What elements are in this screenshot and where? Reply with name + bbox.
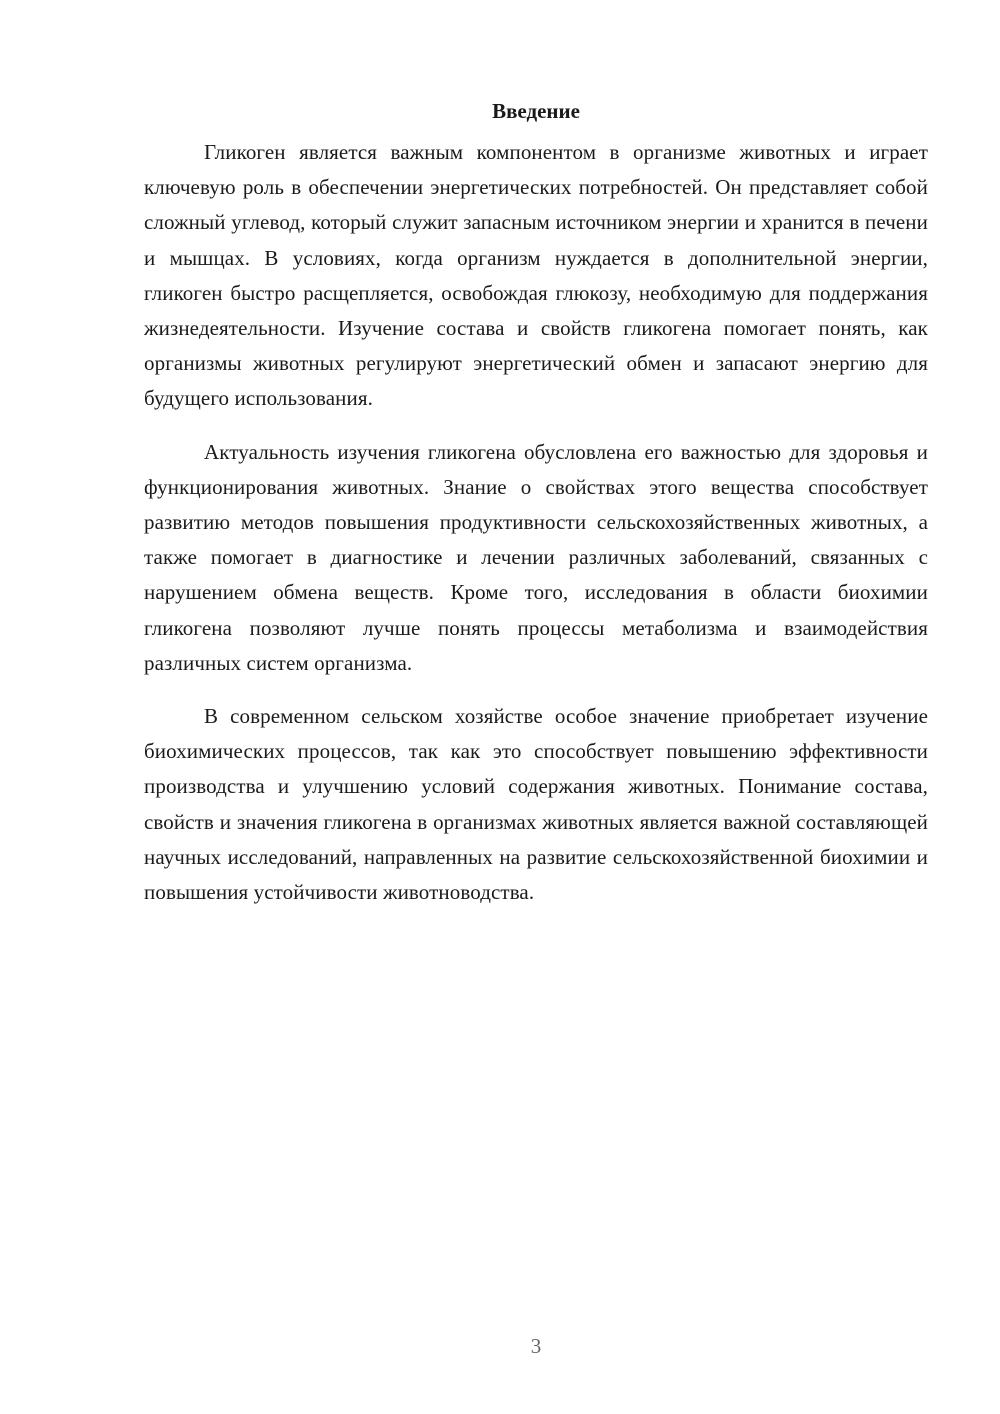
page-content [144, 95, 928, 928]
paragraph-3: В современном сельском хозяйстве особое значение приобретает изучение биохимических процессов, так как это способствует повышению эффективности производства и улучшению условий содержания животных. Понимание состава, свойств и значения гликогена в организмах животных является важной составляющей научных исследований, направленных на развитие сельскохозяйственной биохимии и повышения устойчивости животноводства. [144, 704, 928, 905]
paragraph-1: Гликоген является важным компонентом в организме животных и играет ключевую роль в обеспечении энергетических потребностей. Он представляет собой сложный углевод, который служит запасным источником энергии и хранится в печени и мышцах. В условиях, когда организм нуждается в дополнительной энергии, гликоген быстро расщепляется, освобождая глюкозу, необходимую для поддержания жизнедеятельности. Изучение состава и свойств гликогена помогает понять, как организмы животных регулируют энергетический обмен и запасают энергию для будущего использования. [144, 140, 928, 411]
paragraph-2: Актуальность изучения гликогена обусловлена его важностью для здоровья и функционирования животных. Знание о свойствах этого вещества способствует развитию методов повышения продуктивности сельскохозяйственных животных, а также помогает в диагностике и лечении различных заболеваний, связанных с нарушением обмена веществ. Кроме того, исследования в области биохимии гликогена позволяют лучше понять процессы метаболизма и взаимодействия различных систем организма. [144, 439, 928, 675]
page-number: 3 [530, 1334, 542, 1358]
section-heading: Введение [492, 99, 580, 123]
